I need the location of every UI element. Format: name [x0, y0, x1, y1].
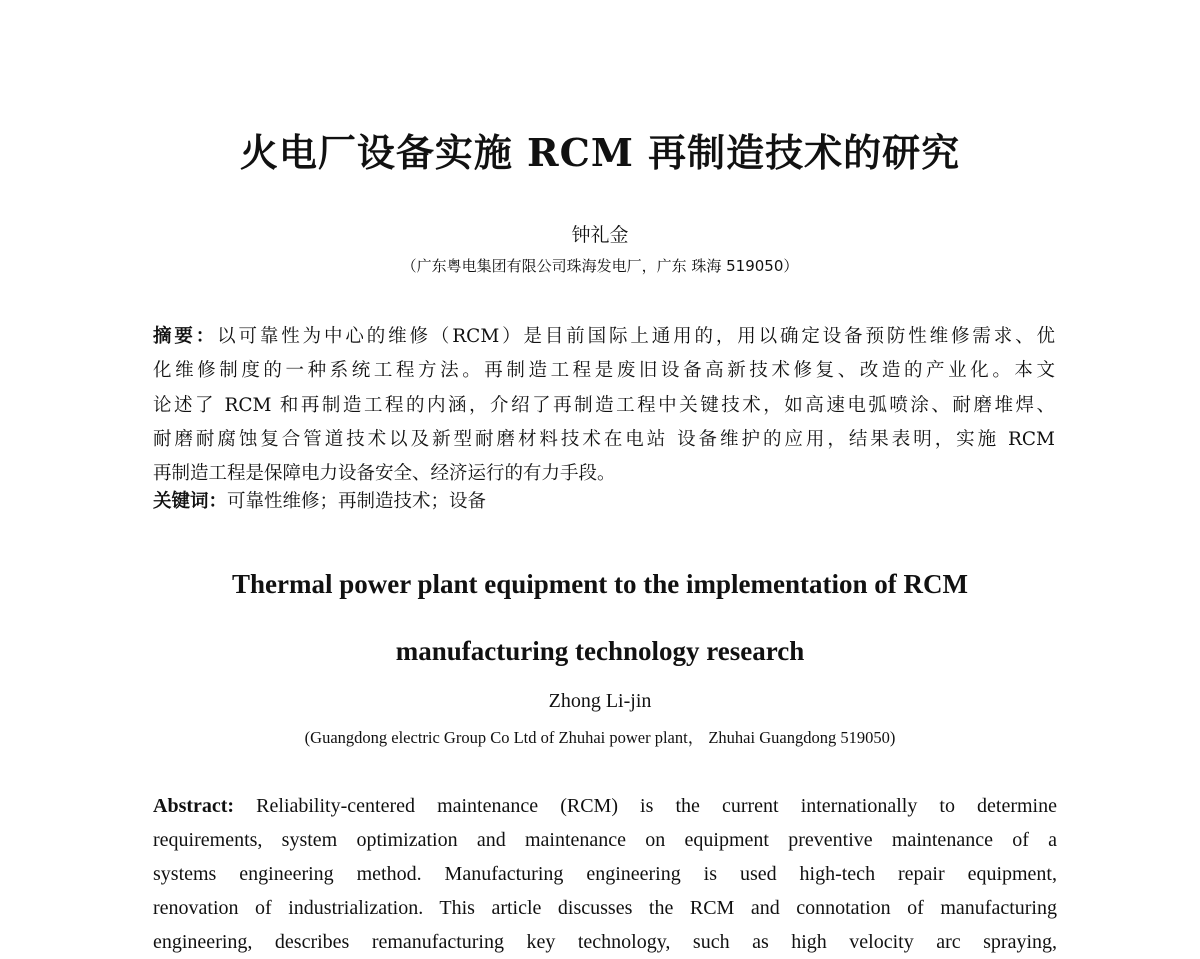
- chinese-abstract-line: 论述了 RCM 和再制造工程的内涵，介绍了再制造工程中关键技术，如高速电弧喷涂、耐磨堆焊、: [153, 394, 1055, 416]
- chinese-abstract: [153, 320, 1055, 491]
- english-title-line-1: Thermal power plant equipment to the implementation of RCM: [232, 569, 968, 599]
- chinese-keywords: [153, 487, 486, 513]
- chinese-abstract-line: 耐磨耐腐蚀复合管道技术以及新型耐磨材料技术在电站 设备维护的应用，结果表明，实施 RCM: [153, 428, 1055, 450]
- english-abstract-line: Abstract: Reliability-centered maintenance (RCM) is the current internationally to determine: [153, 795, 1057, 817]
- chinese-author: 钟礼金: [571, 224, 629, 246]
- chinese-affiliation: （广东粤电集团有限公司珠海发电厂，广东 珠海 519050）: [401, 257, 799, 275]
- english-abstract-line: renovation of industrialization. This article discusses the RCM and connotation of manufacturing: [153, 897, 1057, 919]
- english-abstract-line: requirements, system optimization and maintenance on equipment preventive maintenance of a: [153, 829, 1057, 851]
- chinese-abstract-line: 摘要：以可靠性为中心的维修（RCM）是目前国际上通用的，用以确定设备预防性维修需求、优: [153, 326, 1055, 347]
- english-affiliation: (Guangdong electric Group Co Ltd of Zhuhai power plant， Zhuhai Guangdong 519050): [304, 728, 896, 747]
- chinese-title: 火电厂设备实施 RCM 再制造技术的研究: [239, 130, 961, 175]
- english-abstract-line: engineering, describes remanufacturing key technology, such as high velocity arc spraying,: [153, 931, 1057, 953]
- english-abstract-line: systems engineering method. Manufacturing engineering is used high-tech repair equipment,: [153, 863, 1057, 885]
- english-abstract-label: Abstract:: [153, 795, 235, 817]
- chinese-keywords-value: 可靠性维修；再制造技术；设备: [227, 491, 487, 512]
- chinese-abstract-line: 化维修制度的一种系统工程方法。再制造工程是废旧设备高新技术修复、改造的产业化。本文: [153, 360, 1055, 382]
- english-author: Zhong Li-jin: [548, 690, 652, 712]
- chinese-abstract-line: 再制造工程是保障电力设备安全、经济运行的有力手段。: [153, 463, 616, 485]
- chinese-keywords-label: 关键词：: [153, 491, 228, 512]
- english-title-line-2: manufacturing technology research: [395, 636, 805, 666]
- chinese-abstract-label: 摘要：: [153, 326, 218, 347]
- english-abstract: [153, 789, 1057, 959]
